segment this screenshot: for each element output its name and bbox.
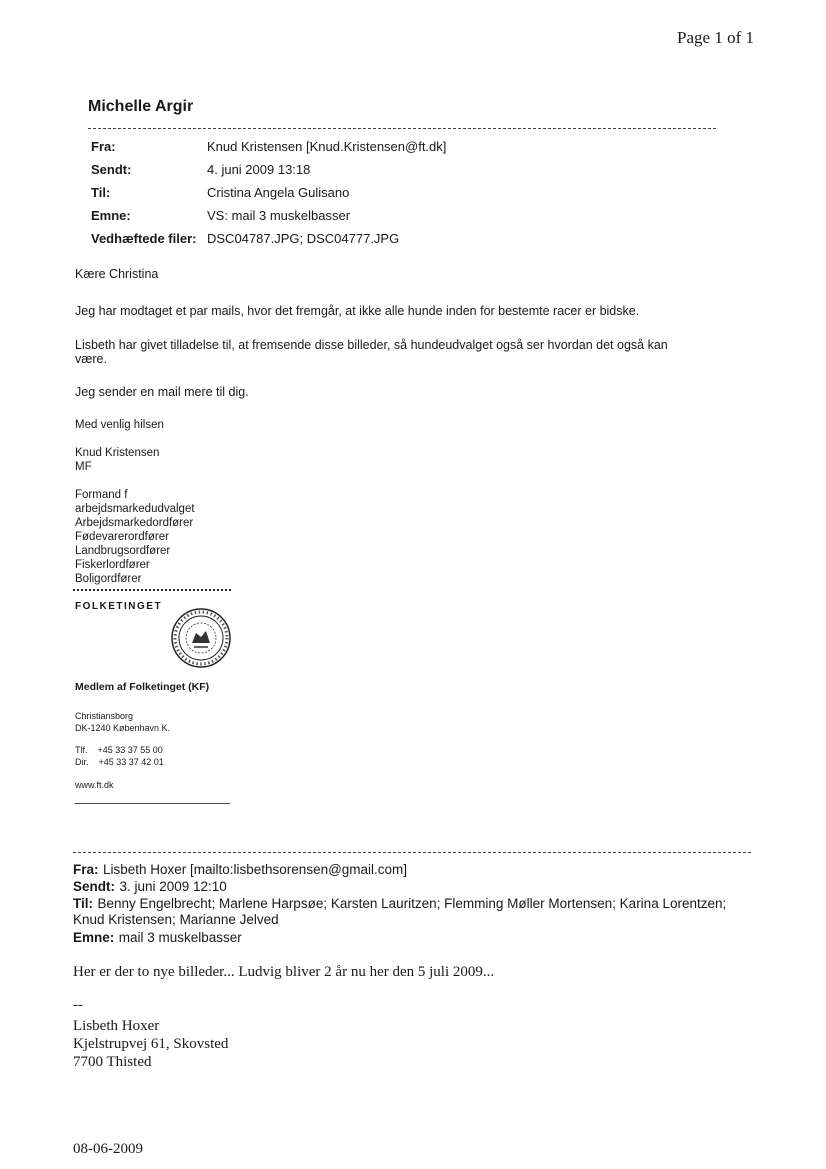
role-item: Arbejdsmarkedordfører <box>75 517 194 529</box>
role-item: Fødevarerordfører <box>75 531 169 543</box>
role-item: Fiskerlordfører <box>75 559 150 571</box>
footer-date: 08-06-2009 <box>73 1141 143 1157</box>
from-label: Fra: <box>91 139 116 154</box>
fwd-from-label: Fra: <box>73 862 99 877</box>
signature-divider <box>73 589 231 591</box>
fwd-to-value-line-1: Benny Engelbrecht; Marlene Harpsøe; Karsten Lauritzen; Flemming Møller Mortensen; Karina Lorentzen; <box>97 896 727 911</box>
paragraph-2-line-1: Lisbeth har givet tilladelse til, at fremsende disse billeder, så hundeudvalget også ser hvordan det også kan <box>75 338 668 352</box>
sent-value: 4. juni 2009 13:18 <box>207 162 311 177</box>
role-item: Formand f <box>75 489 128 501</box>
header-divider <box>88 128 716 129</box>
signature-party: MF <box>75 461 92 473</box>
member-title: Medlem af Folketinget (KF) <box>75 681 210 693</box>
role-item: arbejdsmarkedudvalget <box>75 503 195 515</box>
signature-name: Knud Kristensen <box>75 447 160 459</box>
sent-label: Sendt: <box>91 162 132 177</box>
greeting: Kære Christina <box>75 267 159 281</box>
role-item: Landbrugsordfører <box>75 545 171 557</box>
subject-value: VS: mail 3 muskelbasser <box>207 208 351 223</box>
fwd-signature-street: Kjelstrupvej 61, Skovsted <box>73 1036 229 1052</box>
phone-main: Tlf. +45 33 37 55 00 <box>75 745 163 755</box>
to-label: Til: <box>91 185 111 200</box>
forward-divider <box>73 852 751 853</box>
address-line-1: Christiansborg <box>75 711 134 721</box>
subject-label: Emne: <box>91 208 131 223</box>
fwd-subject-label: Emne: <box>73 930 115 945</box>
fwd-sent-value: 3. juni 2009 12:10 <box>119 879 227 894</box>
fwd-message: Her er der to nye billeder... Ludvig bliver 2 år nu her den 5 juli 2009... <box>73 964 495 980</box>
signature-bottom-rule <box>75 803 230 804</box>
closing: Med venlig hilsen <box>75 419 164 431</box>
folketinget-seal-icon <box>170 607 232 669</box>
phone-direct: Dir. +45 33 37 42 01 <box>75 757 164 767</box>
to-value: Cristina Angela Gulisano <box>207 185 350 200</box>
fwd-from-value: Lisbeth Hoxer [mailto:lisbethsorensen@gmail.com] <box>102 862 408 877</box>
from-value: Knud Kristensen [Knud.Kristensen@ft.dk] <box>207 139 447 154</box>
paragraph-2-line-2: være. <box>75 352 107 366</box>
fwd-to-value-line-2: Knud Kristensen; Marianne Jelved <box>73 912 279 927</box>
paragraph-1: Jeg har modtaget et par mails, hvor det fremgår, at ikke alle hunde inden for bestemte racer er bidske. <box>75 304 640 318</box>
fwd-sent-label: Sendt: <box>73 879 115 894</box>
fwd-to-label: Til: <box>73 896 93 911</box>
attachments-value[interactable]: DSC04787.JPG; DSC04777.JPG <box>207 231 400 246</box>
attachments-label: Vedhæftede filer: <box>91 231 197 246</box>
website-link[interactable]: www.ft.dk <box>75 780 114 790</box>
fwd-signature-name: Lisbeth Hoxer <box>73 1018 160 1034</box>
page-number: Page 1 of 1 <box>677 28 754 47</box>
mailbox-owner-name: Michelle Argir <box>88 98 194 115</box>
role-item: Boligordfører <box>75 573 142 585</box>
paragraph-3: Jeg sender en mail mere til dig. <box>75 385 249 399</box>
fwd-signature-separator: -- <box>73 997 83 1013</box>
fwd-subject-value: mail 3 muskelbasser <box>118 930 242 945</box>
fwd-signature-city: 7700 Thisted <box>73 1054 152 1070</box>
organization-name: FOLKETINGET <box>75 601 163 612</box>
address-line-2: DK-1240 København K. <box>75 723 171 733</box>
